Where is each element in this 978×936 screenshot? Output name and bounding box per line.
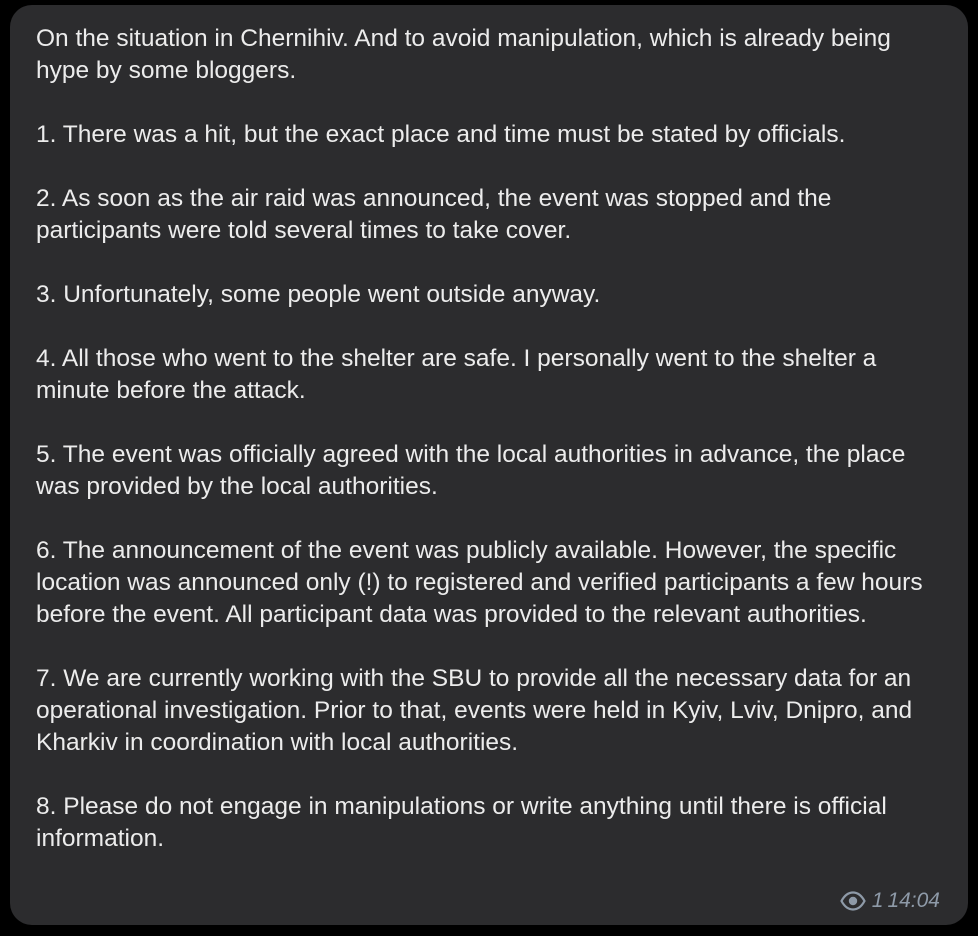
message-paragraph-5: 5. The event was officially agreed with the local authorities in advance, the place was provided by the local authorities. xyxy=(36,441,906,500)
message-time: 14:04 xyxy=(887,889,940,912)
message-paragraph-8: 8. Please do not engage in manipulations or write anything until there is official information. xyxy=(36,793,887,852)
view-count: 1 xyxy=(871,889,884,912)
eye-icon xyxy=(840,891,866,911)
message-meta xyxy=(840,889,940,913)
message-paragraph-6: 6. The announcement of the event was publicly available. However, the specific location was announced only (!) to registered and verified participants a few hours before the event. All participant data was provided to the relevant authorities. xyxy=(36,537,923,628)
message-paragraph-3: 3. Unfortunately, some people went outside anyway. xyxy=(36,281,601,308)
message-bubble[interactable] xyxy=(10,5,968,925)
message-paragraph-4: 4. All those who went to the shelter are safe. I personally went to the shelter a minute before the attack. xyxy=(36,345,877,404)
message-paragraph-7: 7. We are currently working with the SBU to provide all the necessary data for an operational investigation. Prior to that, events were held in Kyiv, Lviv, Dnipro, and Kharkiv in coordination with local authorities. xyxy=(36,665,913,756)
message-paragraph-1: 1. There was a hit, but the exact place and time must be stated by officials. xyxy=(36,121,846,148)
message-paragraph-intro: On the situation in Chernihiv. And to avoid manipulation, which is already being hype by some bloggers. xyxy=(36,25,891,84)
message-paragraph-2: 2. As soon as the air raid was announced, the event was stopped and the participants were told several times to take cover. xyxy=(36,185,832,244)
